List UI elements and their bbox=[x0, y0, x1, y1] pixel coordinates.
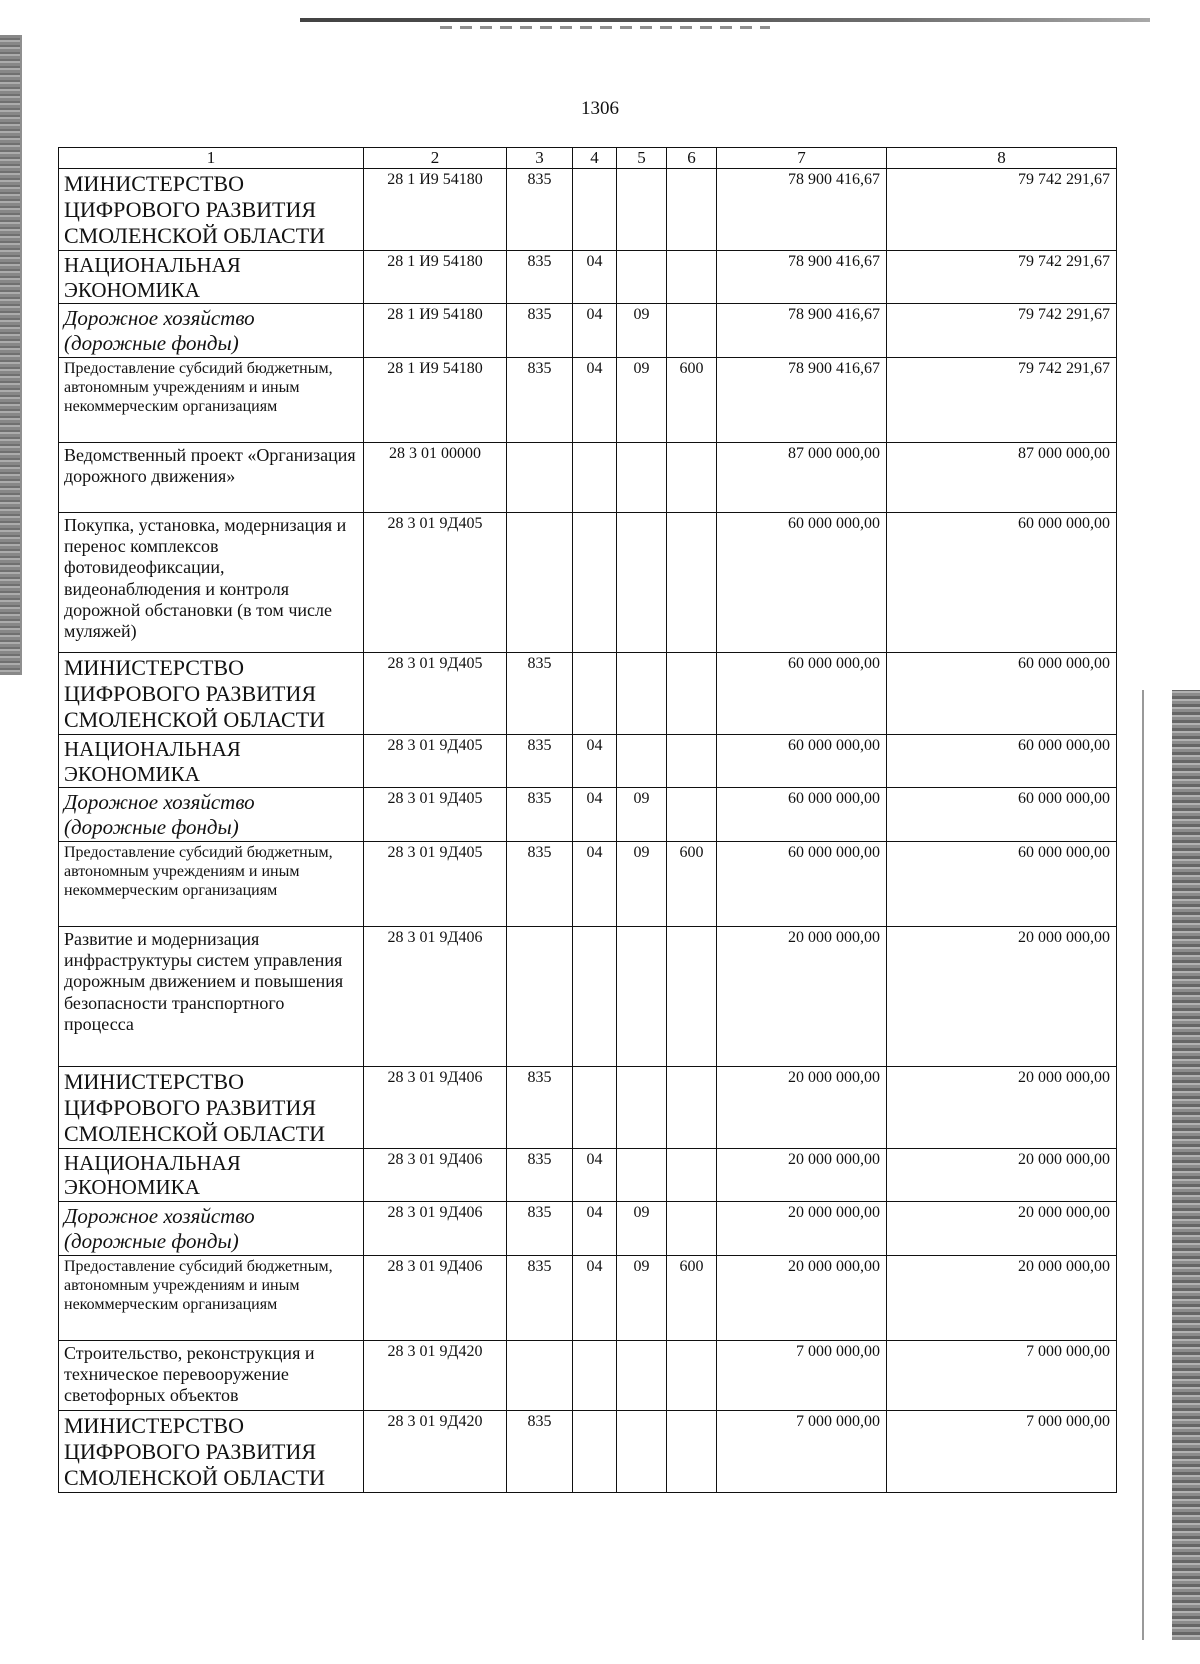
row-col4-cell bbox=[573, 169, 617, 251]
row-col6-cell bbox=[667, 1066, 717, 1148]
row-name-cell: Предоставление субсидий бюджетным, автономным учреждениям и иным некоммерческим организациям bbox=[59, 357, 364, 442]
table-row bbox=[59, 841, 1117, 926]
row-col4-cell bbox=[573, 1410, 617, 1492]
row-col3-cell: 835 bbox=[507, 1066, 573, 1148]
budget-table bbox=[58, 147, 1117, 1493]
row-name-cell: Развитие и модернизация инфраструктуры систем управления дорожным движением и повышения безопасности транспортного процесса bbox=[59, 926, 364, 1066]
row-col4-cell bbox=[573, 926, 617, 1066]
scan-artifact-left-line bbox=[20, 35, 22, 675]
row-col4-cell: 04 bbox=[573, 304, 617, 358]
row-col6-cell bbox=[667, 169, 717, 251]
row-amount-col7-cell: 7 000 000,00 bbox=[717, 1340, 887, 1410]
row-col5-cell: 09 bbox=[617, 841, 667, 926]
row-col3-cell: 835 bbox=[507, 169, 573, 251]
row-col6-cell bbox=[667, 442, 717, 512]
row-amount-col8-cell: 20 000 000,00 bbox=[887, 926, 1117, 1066]
row-name-cell: Покупка, установка, модернизация и перенос комплексов фотовидеофиксации, видеонаблюдения и контроля дорожной обстановки (в том числе муляжей) bbox=[59, 512, 364, 652]
row-col3-cell: 835 bbox=[507, 652, 573, 734]
row-code-cell: 28 3 01 9Д420 bbox=[364, 1340, 507, 1410]
row-code-cell: 28 1 И9 54180 bbox=[364, 304, 507, 358]
row-col5-cell: 09 bbox=[617, 788, 667, 842]
row-col6-cell bbox=[667, 512, 717, 652]
row-code-cell: 28 3 01 9Д420 bbox=[364, 1410, 507, 1492]
row-amount-col7-cell: 20 000 000,00 bbox=[717, 926, 887, 1066]
row-col5-cell: 09 bbox=[617, 357, 667, 442]
row-code-cell: 28 1 И9 54180 bbox=[364, 250, 507, 304]
row-amount-col7-cell: 60 000 000,00 bbox=[717, 788, 887, 842]
row-col5-cell bbox=[617, 1066, 667, 1148]
row-code-cell: 28 3 01 00000 bbox=[364, 442, 507, 512]
table-row bbox=[59, 442, 1117, 512]
row-col5-cell: 09 bbox=[617, 1255, 667, 1340]
row-col6-cell bbox=[667, 250, 717, 304]
row-amount-col8-cell: 60 000 000,00 bbox=[887, 841, 1117, 926]
header-cell: 1 bbox=[59, 148, 364, 169]
row-col3-cell: 835 bbox=[507, 1148, 573, 1202]
row-col3-cell: 835 bbox=[507, 788, 573, 842]
row-code-cell: 28 3 01 9Д405 bbox=[364, 734, 507, 788]
row-amount-col8-cell: 7 000 000,00 bbox=[887, 1340, 1117, 1410]
table-row bbox=[59, 304, 1117, 358]
header-cell: 6 bbox=[667, 148, 717, 169]
row-name-cell: НАЦИОНАЛЬНАЯ ЭКОНОМИКА bbox=[59, 250, 364, 304]
row-col3-cell bbox=[507, 1340, 573, 1410]
table-row bbox=[59, 357, 1117, 442]
row-col4-cell bbox=[573, 512, 617, 652]
row-amount-col7-cell: 20 000 000,00 bbox=[717, 1066, 887, 1148]
row-amount-col8-cell: 79 742 291,67 bbox=[887, 169, 1117, 251]
row-code-cell: 28 3 01 9Д405 bbox=[364, 841, 507, 926]
row-col6-cell bbox=[667, 652, 717, 734]
table-row bbox=[59, 1255, 1117, 1340]
row-name-cell: МИНИСТЕРСТВО ЦИФРОВОГО РАЗВИТИЯ СМОЛЕНСКОЙ ОБЛАСТИ bbox=[59, 652, 364, 734]
row-code-cell: 28 3 01 9Д406 bbox=[364, 1148, 507, 1202]
table-row bbox=[59, 652, 1117, 734]
row-amount-col8-cell: 20 000 000,00 bbox=[887, 1148, 1117, 1202]
row-col5-cell: 09 bbox=[617, 1202, 667, 1256]
row-col3-cell: 835 bbox=[507, 357, 573, 442]
row-col5-cell bbox=[617, 734, 667, 788]
row-name-cell: Ведомственный проект «Организация дорожного движения» bbox=[59, 442, 364, 512]
row-col4-cell bbox=[573, 1340, 617, 1410]
row-col3-cell: 835 bbox=[507, 841, 573, 926]
row-col5-cell bbox=[617, 926, 667, 1066]
row-amount-col8-cell: 60 000 000,00 bbox=[887, 512, 1117, 652]
table-row bbox=[59, 512, 1117, 652]
row-amount-col7-cell: 60 000 000,00 bbox=[717, 512, 887, 652]
row-code-cell: 28 3 01 9Д406 bbox=[364, 1066, 507, 1148]
row-code-cell: 28 3 01 9Д405 bbox=[364, 788, 507, 842]
row-col4-cell bbox=[573, 1066, 617, 1148]
row-amount-col7-cell: 20 000 000,00 bbox=[717, 1148, 887, 1202]
row-code-cell: 28 3 01 9Д406 bbox=[364, 1255, 507, 1340]
row-amount-col8-cell: 79 742 291,67 bbox=[887, 304, 1117, 358]
row-col5-cell bbox=[617, 652, 667, 734]
row-col3-cell: 835 bbox=[507, 1255, 573, 1340]
row-amount-col8-cell: 79 742 291,67 bbox=[887, 250, 1117, 304]
table-body bbox=[59, 169, 1117, 1493]
row-col4-cell: 04 bbox=[573, 1202, 617, 1256]
scan-artifact-top bbox=[300, 18, 1150, 22]
page-number: 1306 bbox=[581, 98, 619, 119]
header-cell: 3 bbox=[507, 148, 573, 169]
row-col4-cell: 04 bbox=[573, 1148, 617, 1202]
row-col6-cell bbox=[667, 1202, 717, 1256]
row-amount-col8-cell: 60 000 000,00 bbox=[887, 788, 1117, 842]
row-col5-cell bbox=[617, 1148, 667, 1202]
row-col4-cell: 04 bbox=[573, 1255, 617, 1340]
row-col3-cell: 835 bbox=[507, 1410, 573, 1492]
table-row bbox=[59, 1410, 1117, 1492]
row-name-cell: Дорожное хозяйство (дорожные фонды) bbox=[59, 788, 364, 842]
row-col4-cell: 04 bbox=[573, 734, 617, 788]
row-code-cell: 28 1 И9 54180 bbox=[364, 169, 507, 251]
header-cell: 5 bbox=[617, 148, 667, 169]
scan-artifact-top-dots bbox=[440, 26, 770, 29]
table-row bbox=[59, 1148, 1117, 1202]
row-name-cell: НАЦИОНАЛЬНАЯ ЭКОНОМИКА bbox=[59, 734, 364, 788]
table-row bbox=[59, 1340, 1117, 1410]
row-col5-cell bbox=[617, 250, 667, 304]
row-col3-cell: 835 bbox=[507, 734, 573, 788]
row-col6-cell: 600 bbox=[667, 841, 717, 926]
row-amount-col7-cell: 78 900 416,67 bbox=[717, 169, 887, 251]
row-name-cell: Предоставление субсидий бюджетным, автономным учреждениям и иным некоммерческим организациям bbox=[59, 1255, 364, 1340]
row-col5-cell bbox=[617, 512, 667, 652]
row-amount-col8-cell: 60 000 000,00 bbox=[887, 652, 1117, 734]
row-amount-col7-cell: 78 900 416,67 bbox=[717, 250, 887, 304]
table-row bbox=[59, 1202, 1117, 1256]
table-header-row bbox=[59, 148, 1117, 169]
header-cell: 4 bbox=[573, 148, 617, 169]
row-amount-col8-cell: 60 000 000,00 bbox=[887, 734, 1117, 788]
row-amount-col7-cell: 60 000 000,00 bbox=[717, 841, 887, 926]
row-col4-cell: 04 bbox=[573, 357, 617, 442]
table-row bbox=[59, 788, 1117, 842]
row-amount-col7-cell: 78 900 416,67 bbox=[717, 357, 887, 442]
row-amount-col7-cell: 60 000 000,00 bbox=[717, 652, 887, 734]
row-name-cell: Предоставление субсидий бюджетным, автономным учреждениям и иным некоммерческим организациям bbox=[59, 841, 364, 926]
row-name-cell: МИНИСТЕРСТВО ЦИФРОВОГО РАЗВИТИЯ СМОЛЕНСКОЙ ОБЛАСТИ bbox=[59, 1066, 364, 1148]
row-col3-cell bbox=[507, 442, 573, 512]
table-row bbox=[59, 1066, 1117, 1148]
row-amount-col8-cell: 87 000 000,00 bbox=[887, 442, 1117, 512]
row-col6-cell bbox=[667, 304, 717, 358]
row-code-cell: 28 3 01 9Д405 bbox=[364, 512, 507, 652]
row-code-cell: 28 3 01 9Д406 bbox=[364, 926, 507, 1066]
row-amount-col7-cell: 20 000 000,00 bbox=[717, 1255, 887, 1340]
row-col5-cell bbox=[617, 1410, 667, 1492]
row-code-cell: 28 3 01 9Д405 bbox=[364, 652, 507, 734]
row-col5-cell bbox=[617, 169, 667, 251]
row-col6-cell: 600 bbox=[667, 1255, 717, 1340]
row-col6-cell bbox=[667, 734, 717, 788]
table-row bbox=[59, 169, 1117, 251]
row-col4-cell bbox=[573, 442, 617, 512]
scan-artifact-right-edge bbox=[1172, 690, 1200, 1640]
row-name-cell: МИНИСТЕРСТВО ЦИФРОВОГО РАЗВИТИЯ СМОЛЕНСКОЙ ОБЛАСТИ bbox=[59, 1410, 364, 1492]
row-name-cell: Строительство, реконструкция и техническое перевооружение светофорных объектов bbox=[59, 1340, 364, 1410]
row-col5-cell bbox=[617, 442, 667, 512]
row-col3-cell bbox=[507, 926, 573, 1066]
table-row bbox=[59, 926, 1117, 1066]
table-row bbox=[59, 250, 1117, 304]
row-col6-cell bbox=[667, 926, 717, 1066]
row-col5-cell bbox=[617, 1340, 667, 1410]
row-col3-cell: 835 bbox=[507, 304, 573, 358]
row-name-cell: НАЦИОНАЛЬНАЯ ЭКОНОМИКА bbox=[59, 1148, 364, 1202]
row-amount-col7-cell: 60 000 000,00 bbox=[717, 734, 887, 788]
row-amount-col8-cell: 20 000 000,00 bbox=[887, 1066, 1117, 1148]
row-col6-cell bbox=[667, 1148, 717, 1202]
row-col6-cell bbox=[667, 788, 717, 842]
row-col4-cell: 04 bbox=[573, 841, 617, 926]
row-col6-cell bbox=[667, 1410, 717, 1492]
row-amount-col8-cell: 20 000 000,00 bbox=[887, 1202, 1117, 1256]
row-amount-col8-cell: 20 000 000,00 bbox=[887, 1255, 1117, 1340]
row-col6-cell bbox=[667, 1340, 717, 1410]
header-cell: 7 bbox=[717, 148, 887, 169]
row-amount-col7-cell: 78 900 416,67 bbox=[717, 304, 887, 358]
row-amount-col7-cell: 20 000 000,00 bbox=[717, 1202, 887, 1256]
row-amount-col8-cell: 7 000 000,00 bbox=[887, 1410, 1117, 1492]
row-col3-cell: 835 bbox=[507, 1202, 573, 1256]
row-name-cell: Дорожное хозяйство (дорожные фонды) bbox=[59, 304, 364, 358]
row-amount-col8-cell: 79 742 291,67 bbox=[887, 357, 1117, 442]
row-amount-col7-cell: 87 000 000,00 bbox=[717, 442, 887, 512]
row-col5-cell: 09 bbox=[617, 304, 667, 358]
row-name-cell: Дорожное хозяйство (дорожные фонды) bbox=[59, 1202, 364, 1256]
row-col6-cell: 600 bbox=[667, 357, 717, 442]
row-code-cell: 28 1 И9 54180 bbox=[364, 357, 507, 442]
row-col3-cell bbox=[507, 512, 573, 652]
row-amount-col7-cell: 7 000 000,00 bbox=[717, 1410, 887, 1492]
row-name-cell: МИНИСТЕРСТВО ЦИФРОВОГО РАЗВИТИЯ СМОЛЕНСКОЙ ОБЛАСТИ bbox=[59, 169, 364, 251]
scan-artifact-right-line bbox=[1142, 690, 1144, 1640]
row-col4-cell: 04 bbox=[573, 250, 617, 304]
table-row bbox=[59, 734, 1117, 788]
row-col4-cell: 04 bbox=[573, 788, 617, 842]
row-code-cell: 28 3 01 9Д406 bbox=[364, 1202, 507, 1256]
scan-artifact-left-edge bbox=[0, 35, 20, 675]
row-col3-cell: 835 bbox=[507, 250, 573, 304]
header-cell: 2 bbox=[364, 148, 507, 169]
header-cell: 8 bbox=[887, 148, 1117, 169]
row-col4-cell bbox=[573, 652, 617, 734]
